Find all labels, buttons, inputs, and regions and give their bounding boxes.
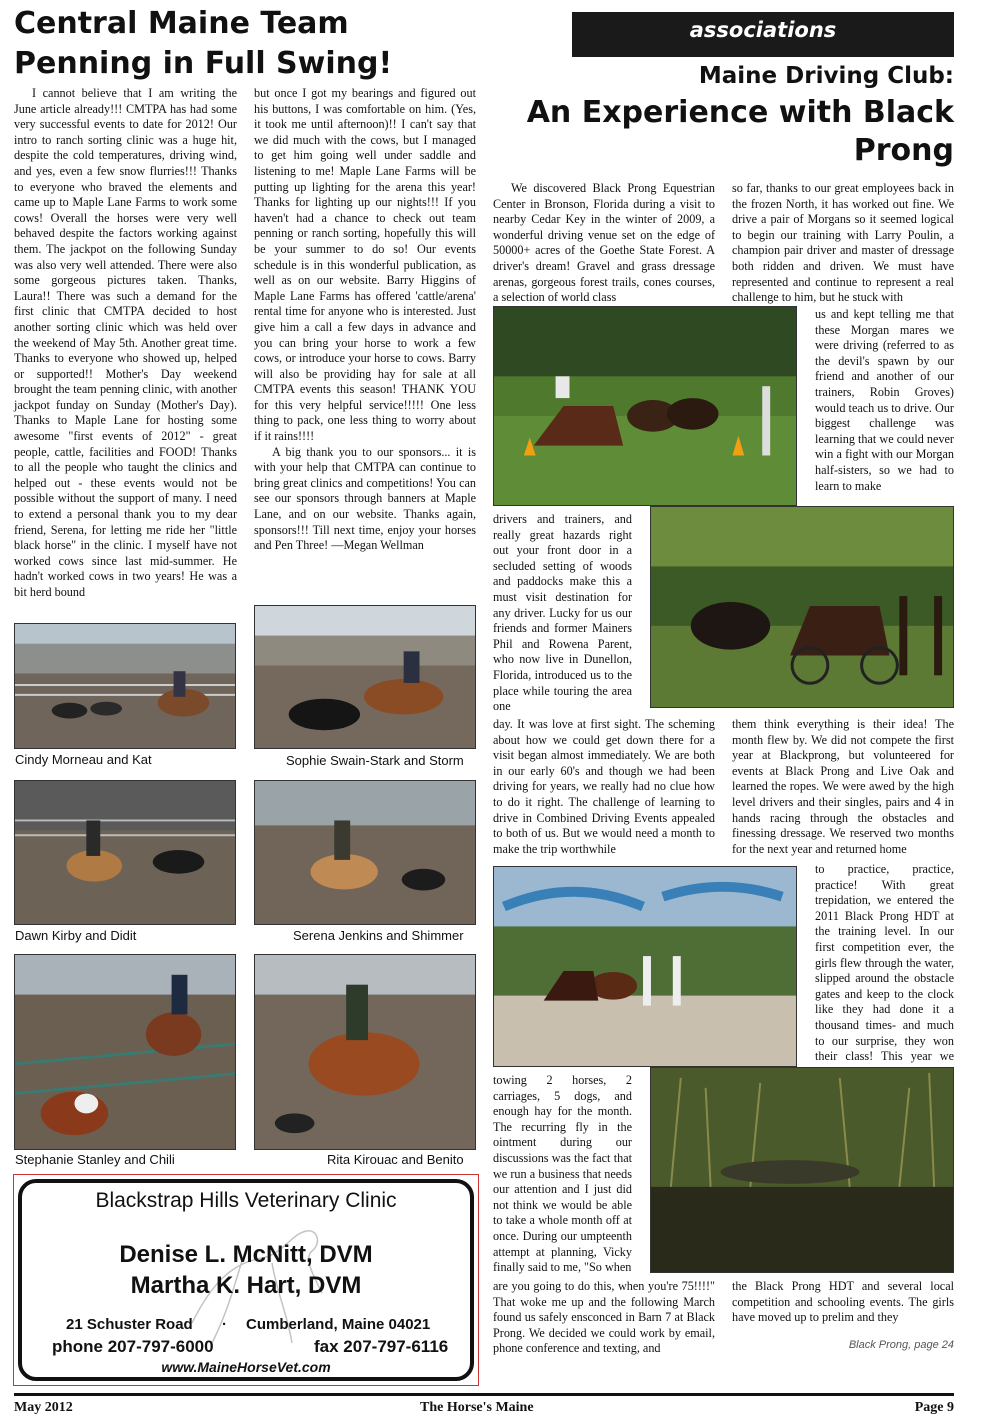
ad-clinic-name: Blackstrap Hills Veterinary Clinic [95,1189,397,1212]
photo-dawn-kirby [14,780,236,925]
right-article-kicker: Maine Driving Club: [698,63,954,89]
paragraph: are you going to do this, when you're 75!!!!" That woke me up and the following March found us safely ensconced in Barn 7 at Black Prong. We decided we could work by email, phone conference and texting, and [493,1279,715,1356]
right-wrap-4 [493,1073,632,1276]
right-wrap-3 [815,862,954,1080]
caption-photo-4: Serena Jenkins and Shimmer [293,928,464,943]
left-article-title: Central Maine Team Penning in Full Swing! [14,6,393,81]
caption-photo-6: Rita Kirouac and Benito [327,1152,464,1167]
ad-separator: · [222,1316,227,1333]
photo-carriage-cones [493,306,797,506]
footer-page-number: Page 9 [914,1400,954,1415]
ad-doctor-2: Martha K. Hart, DVM [130,1272,362,1299]
paragraph: day. It was love at first sight. The scheming about how we could get down there for a visit began almost immediately. We are both in our early 60's and though we had been driving for years, we really had no clue how to do it right. The challenge of learning to drive in Combined Driving Events appealed to both of us. But we would need a month to make the trip worthwhile [493,717,715,856]
photo-stephanie-stanley [14,954,236,1150]
photo-rita-kirouac [254,954,476,1150]
right-column-2-top [732,181,954,306]
left-article-column-2 [254,86,476,554]
right-wrap-2 [493,512,632,715]
right-wrap-1 [815,307,954,494]
right-article-title: An Experience with Black Prong [526,95,954,168]
footer-date: May 2012 [14,1400,73,1415]
photo-cindy-morneau [14,623,236,749]
paragraph: I cannot believe that I am writing the June article already!!! CMTPA has had some very successful events to date for 2012! Our intro to ranch sorting clinic was a huge hit, despite the cold temperatures, driving wind, and yes, even a few snow flurries!!! Thanks to everyone who braved the elements and came up to Maple Lane Farms to work some cows! Overall the horses were very well behaved despite the factors working against them. The jackpot on the following Sunday was also very well attended. There were also some gorgeous pictures taken. Thanks, Laura!! There was such a demand for the first clinic that CMTPA decided to host another sorting clinic which was held over the weekend of May 5th. Another great time. Thanks to everyone who showed up, helped or supported!! Mother's Day weekend brought the team penning clinic, with another jackpot funday on Sunday (Mother's Day). Thanks to Maple Lane for hosting some awesome "first events of 2012" - great people, cattle, facilities and FOOD! Thanks to all the people who taught the clinics and helped out - these events would not be possible without the support of many. I need to extend a personal thank you to my dear friend, Serena, for letting me ride her "little black horse" in the clinic. I myself have not worked cows since last mid-summer. He hadn't worked cows in two years! He was a bit herd bound [14,86,237,599]
right-column-2-mid [732,717,954,857]
section-bar [572,12,954,57]
caption-photo-3: Dawn Kirby and Didit [15,928,137,943]
paragraph: so far, thanks to our great employees back in the frozen North, it has worked out fine. We drive a pair of Morgans so it seemed logical to begin our training with Larry Poulin, a champion pair driver and master of dressage both ridden and driven. We must have represented and continue to represent a real challenge to him, but he stuck with [732,181,954,305]
left-article-column-1 [14,86,237,601]
ad-fax: fax 207-797-6116 [314,1337,449,1356]
paragraph: but once I got my bearings and figured out his buttons, I was comfortable on him. (Yes, it took me until afternoon)!! I can't say that we did much with the cows, but I managed to get him going well under saddle and listening to me! Maple Lane Farms will be putting up lighting for the arena this year! Thanks for lighting up our nights!!! If you haven't had a chance to check out team penning or ranch sorting, hopefully this will be your summer to do so! Our events schedule is in this wonderful publication, as well as on our website. Barry Higgins of Maple Lane Farms has offered 'cattle/arena' rental time for anyone who is interested. Just give him a call a few days in advance and you can bring your horse to work a few cows, or introduce your horse to cows. Barry will also be providing hay for sale at all CMTPA events this season! THANK YOU for this very helpful service!!!!! One less thing to pack, one less thing to worry about if it rains!!!! [254,86,476,444]
continued-jump-line: Black Prong, page 24 [848,1339,954,1351]
paragraph: A big thank you to our sponsors... it is with your help that CMTPA can continue to bring great clinics and competitions! You can see our sponsors through banners at Maple Lane, and on our website. Thanks again, sponsors!!! Till next time, enjoy your horses and Pen Three! —Megan Wellman [254,444,476,553]
footer-publication: The Horse's Maine [420,1400,534,1415]
photo-sophie-swain-stark [254,605,476,749]
right-column-1-top [493,181,715,306]
ad-street: 21 Schuster Road [66,1316,193,1333]
caption-photo-1: Cindy Morneau and Kat [15,752,152,767]
paragraph: We discovered Black Prong Equestrian Center in Bronson, Florida during a visit to nearby Cedar Key in the winter of 2009, a wonderful driving venue set on the edge of 50000+ acres of the Goethe State Forest. A driver's dream! Gravel and grass dressage arenas, gorgeous forest trails, cones courses, a selection of world class [493,181,715,305]
caption-photo-2: Sophie Swain-Stark and Storm [286,753,464,768]
caption-photo-5: Stephanie Stanley and Chili [15,1152,175,1167]
ad-frame [18,1179,474,1381]
right-column-1-mid [493,717,715,857]
right-column-2-bottom [732,1279,954,1326]
vet-clinic-ad [13,1174,479,1386]
paragraph: towing 2 horses, 2 carriages, 5 dogs, and enough hay for the month. The recurring fly in the ointment during our discussions was the fact that we run a business that needs our attention and I just did not think we would be able to take a whole month off at once. During our umpteenth attempt at planning, Vicky finally said to me, "So when [493,1073,632,1275]
ad-website-link[interactable]: www.MaineHorseVet.com [161,1359,331,1375]
photo-alligator-swamp [650,1067,954,1273]
paragraph: drivers and trainers, and really great hazards right out your front door in a secluded setting of woods and paddocks make this a must visit destination for any driver. Lucky for us our friends and former Mainers Phil and Rowena Parent, who now live in Dunellon, Florida, introduced us to the place while touring the area one [493,512,632,714]
photo-pony-carriage-woods [650,506,954,708]
paragraph: us and kept telling me that these Morgan mares we were driving (referred to as the devil's spawn by our friend and another of our trainers, Robin Groves) would teach us to drive. Our biggest challenge was learning that we could never win a fight with our Morgan half-sisters, so we had to learn to make [815,307,954,493]
photo-carriage-obstacle [493,866,797,1067]
right-column-1-bottom [493,1279,715,1357]
ad-city: Cumberland, Maine 04021 [246,1316,431,1333]
ad-phone: phone 207-797-6000 [52,1337,214,1356]
ad-doctor-1: Denise L. McNitt, DVM [119,1241,373,1268]
section-label: associations [689,18,837,42]
page-footer [14,1393,954,1415]
photo-serena-jenkins [254,780,476,925]
paragraph: the Black Prong HDT and several local competition and schooling events. The girls have moved up to prelim and they [732,1279,954,1325]
paragraph: them think everything is their idea! The month flew by. We did not compete the first year at Blackprong, but volunteered for events at Black Prong and Live Oak and learned the ropes. We were awed by the high level drivers and their singles, pairs and 4 in hands racing through the obstacles and finessing dressage. We reserved two months for the next year and returned home [732,717,954,856]
paragraph: to practice, practice, practice! With great trepidation, we entered the 2011 Black Prong HDT at the training level. In our first competition ever, the girls flew through the water, slipped around the obstacle gates and keep to the clock like they had done it a thousand times- and much to our surprise, they won their class! This year we [815,862,954,1064]
